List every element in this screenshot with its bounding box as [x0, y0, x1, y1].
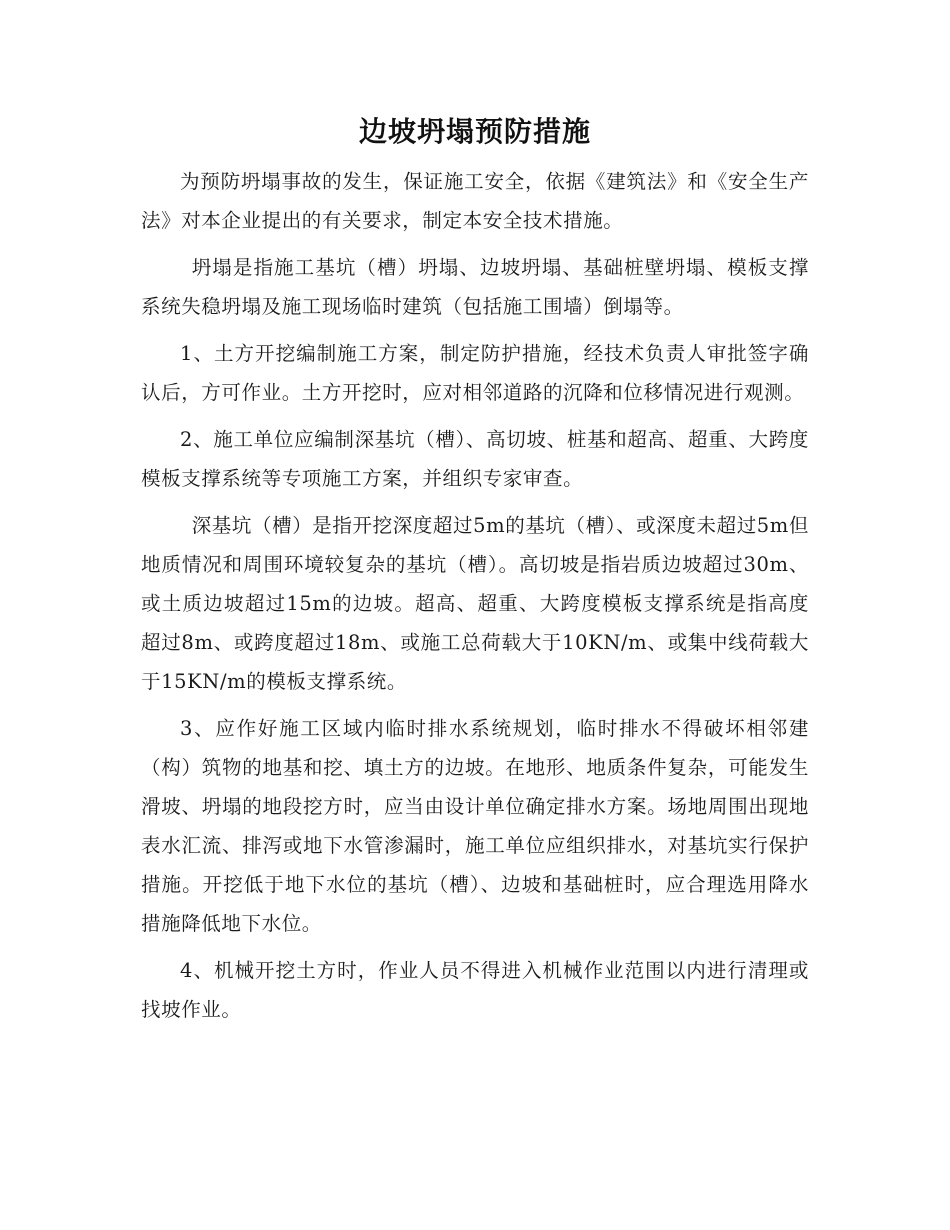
- document-title: 边坡坍塌预防措施: [358, 115, 591, 148]
- definition-paragraph: 坍塌是指施工基坑（槽）坍塌、边坡坍塌、基础桩壁坍塌、模板支撑系统失稳坍塌及施工现场临时建筑（包括施工围墙）倒塌等。: [141, 256, 809, 318]
- measure-3-paragraph: 3、应作好施工区域内临时排水系统规划，临时排水不得破坏相邻建（构）筑物的地基和挖、填土方的边坡。在地形、地质条件复杂，可能发生滑坡、坍塌的地段挖方时，应当由设计单位确定排水方案。场地周围出现地表水汇流、排泻或地下水管渗漏时，施工单位应组织排水，对基坑实行保护措施。开挖低于地下水位的基坑（槽）、边坡和基础桩时，应合理选用降水措施降低地下水位。: [141, 717, 809, 935]
- measure-4-paragraph: 4、机械开挖土方时，作业人员不得进入机械作业范围以内进行清理或找坡作业。: [141, 959, 809, 1021]
- document-body: [141, 162, 809, 1037]
- measure-2-paragraph: 2、施工单位应编制深基坑（槽）、高切坡、桩基和超高、超重、大跨度模板支撑系统等专项施工方案，并组织专家审查。: [141, 428, 809, 490]
- deep-pit-definition-paragraph: 深基坑（槽）是指开挖深度超过5m的基坑（槽）、或深度未超过5m但地质情况和周围环境较复杂的基坑（槽）。高切坡是指岩质边坡超过30m、或土质边坡超过15m的边坡。超高、超重、大跨度模板支撑系统是指高度超过8m、或跨度超过18m、或施工总荷载大于10KN/m、或集中线荷载大于15KN/m的模板支撑系统。: [141, 514, 809, 693]
- intro-paragraph: 为预防坍塌事故的发生，保证施工安全，依据《建筑法》和《安全生产法》对本企业提出的有关要求，制定本安全技术措施。: [141, 170, 809, 232]
- measure-1-paragraph: 1、土方开挖编制施工方案，制定防护措施，经技术负责人审批签字确认后，方可作业。土方开挖时，应对相邻道路的沉降和位移情况进行观测。: [141, 342, 809, 404]
